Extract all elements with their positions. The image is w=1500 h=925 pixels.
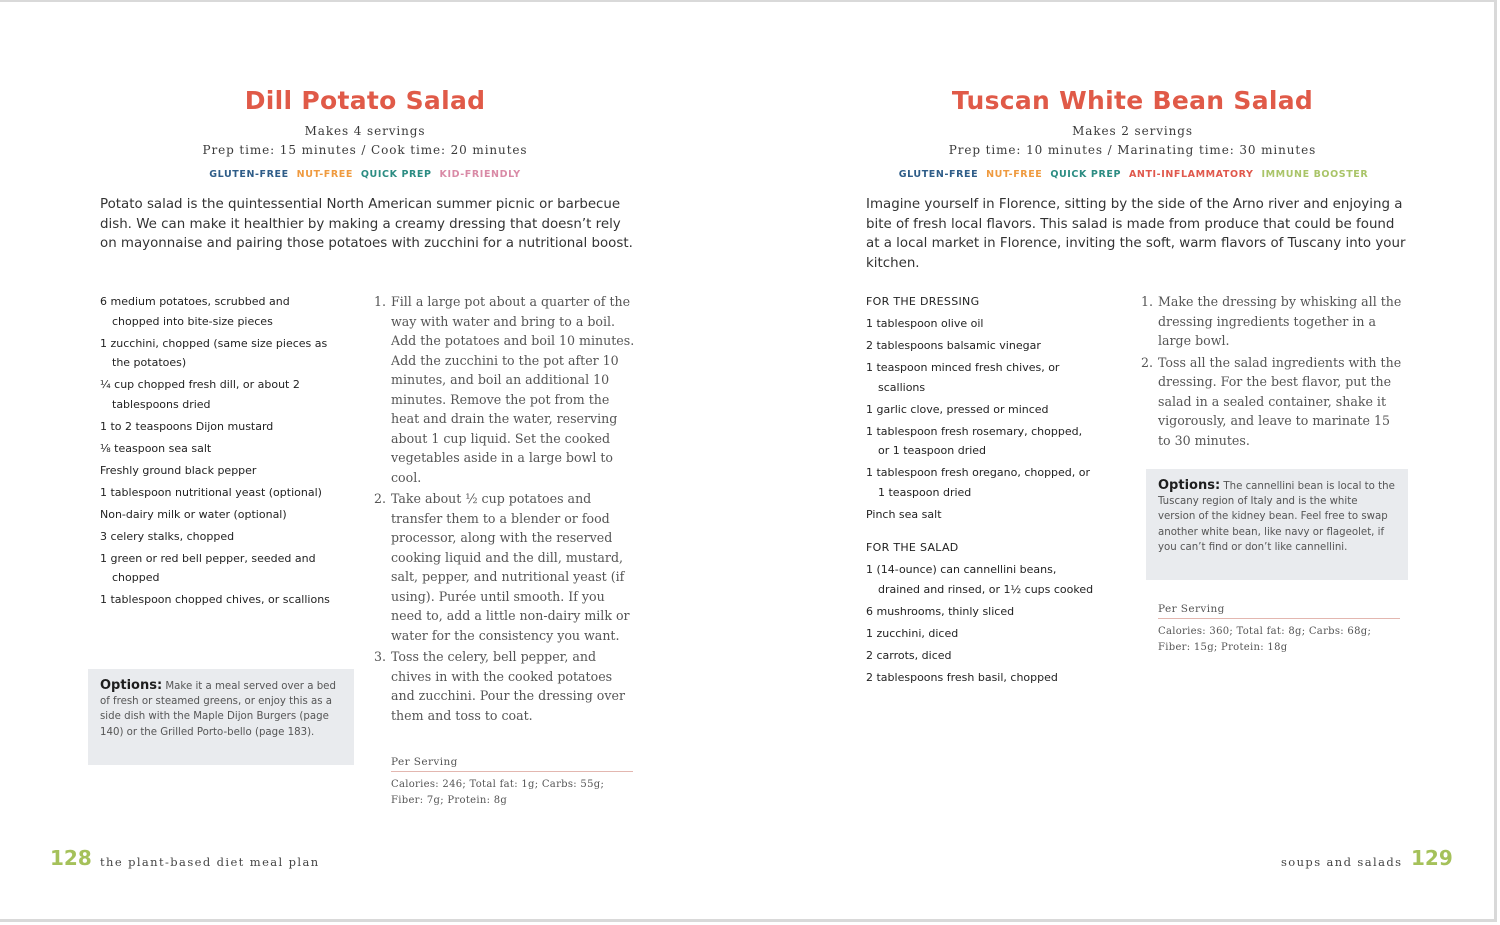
options-label: Options:: [1158, 478, 1221, 493]
times: Prep time: 15 minutes / Cook time: 20 minutes: [202, 143, 528, 157]
options-label: Options:: [100, 678, 163, 693]
ingredient-item: Pinch sea salt: [866, 507, 942, 521]
tag-nut-free: NUT-FREE: [296, 169, 353, 180]
directions-list: [1141, 292, 1406, 452]
tag-gluten-free: GLUTEN-FREE: [209, 169, 289, 180]
step-number: 1.: [1141, 294, 1154, 309]
step-text: Toss all the salad ingredients with the dressing. For the best flavor, put the salad in a sealed container, shake it vigorously, and leave to marinate 15 to 30 minutes.: [1158, 354, 1402, 448]
direction-step: [374, 647, 639, 725]
times: Prep time: 10 minutes / Marinating time: 30 minutes: [948, 143, 1317, 157]
tag-quick-prep: QUICK PREP: [360, 169, 432, 180]
servings: Makes 4 servings: [304, 124, 426, 138]
ingredient-item: 1 tablespoon olive oil: [866, 317, 984, 330]
right-page: [750, 0, 1500, 925]
step-number: 3.: [374, 649, 387, 664]
ingredient-item: 1 to 2 teaspoons Dijon mustard: [100, 419, 274, 433]
ingredient-item: 1 green or red bell pepper, seeded and chopped: [100, 551, 316, 584]
tag-immune-booster: IMMUNE BOOSTER: [1261, 169, 1369, 180]
ingredients-list: [100, 292, 340, 612]
recipe-title: Tuscan White Bean Salad: [951, 86, 1314, 115]
ingredient-item: Non-dairy milk or water (optional): [100, 507, 287, 521]
ingredient-item: 1 tablespoon nutritional yeast (optional): [100, 485, 322, 499]
ingredient-item: 1 garlic clove, pressed or minced: [866, 402, 1049, 416]
recipe-meta: [900, 122, 1365, 160]
options-box: [1146, 469, 1408, 580]
running-title: the plant-based diet meal plan: [100, 855, 320, 869]
diet-tags: [866, 169, 1401, 180]
ingredient-item: 2 tablespoons fresh basil, chopped: [866, 670, 1058, 684]
nutrition-info: [391, 756, 633, 808]
ingredient-item: 6 medium potatoes, scrubbed and chopped into bite-size pieces: [100, 295, 290, 328]
step-text: Fill a large pot about a quarter of the way with water and bring to a boil. Add the potatoes and boil 10 minutes. Add the zucchini to the pot after 10 minutes, and boil an additional 10 minutes. Remove the pot from the heat and drain the water, reserving about 1 cup liquid. Set the cooked vegetables aside in a large bowl to cool.: [391, 294, 635, 485]
ingredient-item: 2 tablespoons balsamic vinegar: [866, 339, 1041, 352]
options-text: The cannellini bean is local to the Tuscany region of Italy and is the white version of the kidney bean. Feel free to swap another white bean, like navy or flageolet, if you can’t find or don’t like cannellini.: [1158, 481, 1395, 553]
tag-quick-prep: QUICK PREP: [1050, 169, 1122, 180]
step-text: Make the dressing by whisking all the dressing ingredients together in a large bowl.: [1158, 294, 1402, 348]
ingredient-item: 1 teaspoon minced fresh chives, or scallions: [866, 361, 1060, 394]
direction-step: [374, 292, 639, 487]
options-box: [88, 669, 354, 765]
ingredients-list: [866, 292, 1096, 690]
tag-nut-free: NUT-FREE: [986, 169, 1043, 180]
step-text: Toss the celery, bell pepper, and chives in with the cooked potatoes and zucchini. Pour the dressing over them and toss to coat.: [391, 649, 625, 723]
salad-heading: FOR THE SALAD: [866, 541, 959, 554]
ingredient-item: 1 tablespoon fresh oregano, chopped, or 1 teaspoon dried: [866, 466, 1091, 499]
direction-step: [1141, 292, 1406, 351]
recipe-meta: [150, 122, 580, 160]
per-serving-label: Per Serving: [391, 756, 633, 772]
step-number: 2.: [374, 491, 387, 506]
ingredient-item: 1 tablespoon chopped chives, or scallions: [100, 593, 330, 606]
nutrition-info: [1158, 603, 1400, 655]
options-text: Make it a meal served over a bed of fresh or steamed greens, or enjoy this as a side dish with the Maple Dijon Burgers (page 140) or the Grilled Porto-bello (page 183).: [100, 681, 336, 738]
ingredient-item: 1 zucchini, diced: [866, 626, 959, 640]
directions-list: [374, 292, 639, 727]
dressing-heading: FOR THE DRESSING: [866, 295, 980, 308]
per-serving-label: Per Serving: [1158, 603, 1400, 619]
ingredient-item: 1 zucchini, chopped (same size pieces as the potatoes): [100, 336, 328, 369]
step-text: Take about ½ cup potatoes and transfer them to a blender or food processor, along with the reserved cooking liquid and the dill, mustard, salt, pepper, and nutritional yeast (if using). Purée until smooth. If you need to, add a little non-dairy milk or water for the consistency you want.: [391, 491, 630, 643]
recipe-title: Dill Potato Salad: [244, 86, 486, 115]
page-number: 129: [1411, 846, 1453, 870]
step-number: 2.: [1141, 354, 1154, 370]
direction-step: [1141, 353, 1406, 451]
tag-kid-friendly: KID-FRIENDLY: [439, 169, 521, 180]
nutrition-values: Calories: 246; Total fat: 1g; Carbs: 55g; Fiber: 7g; Protein: 8g: [391, 779, 605, 806]
recipe-intro: Potato salad is the quintessential North American summer picnic or barbecue dish. We can make it healthier by making a creamy dressing that doesn’t rely on mayonnaise and pairing those potatoes with zucchini for a nutritional boost.: [100, 197, 633, 251]
ingredient-item: 1 tablespoon fresh rosemary, chopped, or 1 teaspoon dried: [866, 424, 1083, 457]
tag-gluten-free: GLUTEN-FREE: [898, 169, 979, 180]
recipe-intro: Imagine yourself in Florence, sitting by the side of the Arno river and enjoying a bite of fresh local flavors. This salad is made from produce that could be found at a local market in Florence, inviting the soft, warm flavors of Tuscany into your kitchen.: [866, 197, 1406, 271]
ingredient-item: 2 carrots, diced: [866, 648, 952, 662]
servings: Makes 2 servings: [1072, 124, 1193, 138]
step-number: 1.: [374, 294, 387, 309]
direction-step: [374, 489, 639, 645]
ingredient-item: 3 celery stalks, chopped: [100, 529, 235, 543]
ingredient-item: ⅛ teaspoon sea salt: [100, 441, 212, 455]
nutrition-values: Calories: 360; Total fat: 8g; Carbs: 68g; Fiber: 15g; Protein: 18g: [1158, 626, 1372, 653]
ingredient-item: ¼ cup chopped fresh dill, or about 2 tablespoons dried: [100, 378, 300, 411]
diet-tags: [100, 169, 630, 180]
page-number: 128: [50, 846, 92, 870]
ingredient-item: 1 (14-ounce) can cannellini beans, drained and rinsed, or 1½ cups cooked: [866, 563, 1094, 596]
tag-anti-inflammatory: ANTI-INFLAMMATORY: [1128, 169, 1254, 180]
running-title: soups and salads: [1281, 855, 1403, 869]
ingredient-item: 6 mushrooms, thinly sliced: [866, 604, 1015, 618]
ingredient-item: Freshly ground black pepper: [100, 463, 257, 477]
